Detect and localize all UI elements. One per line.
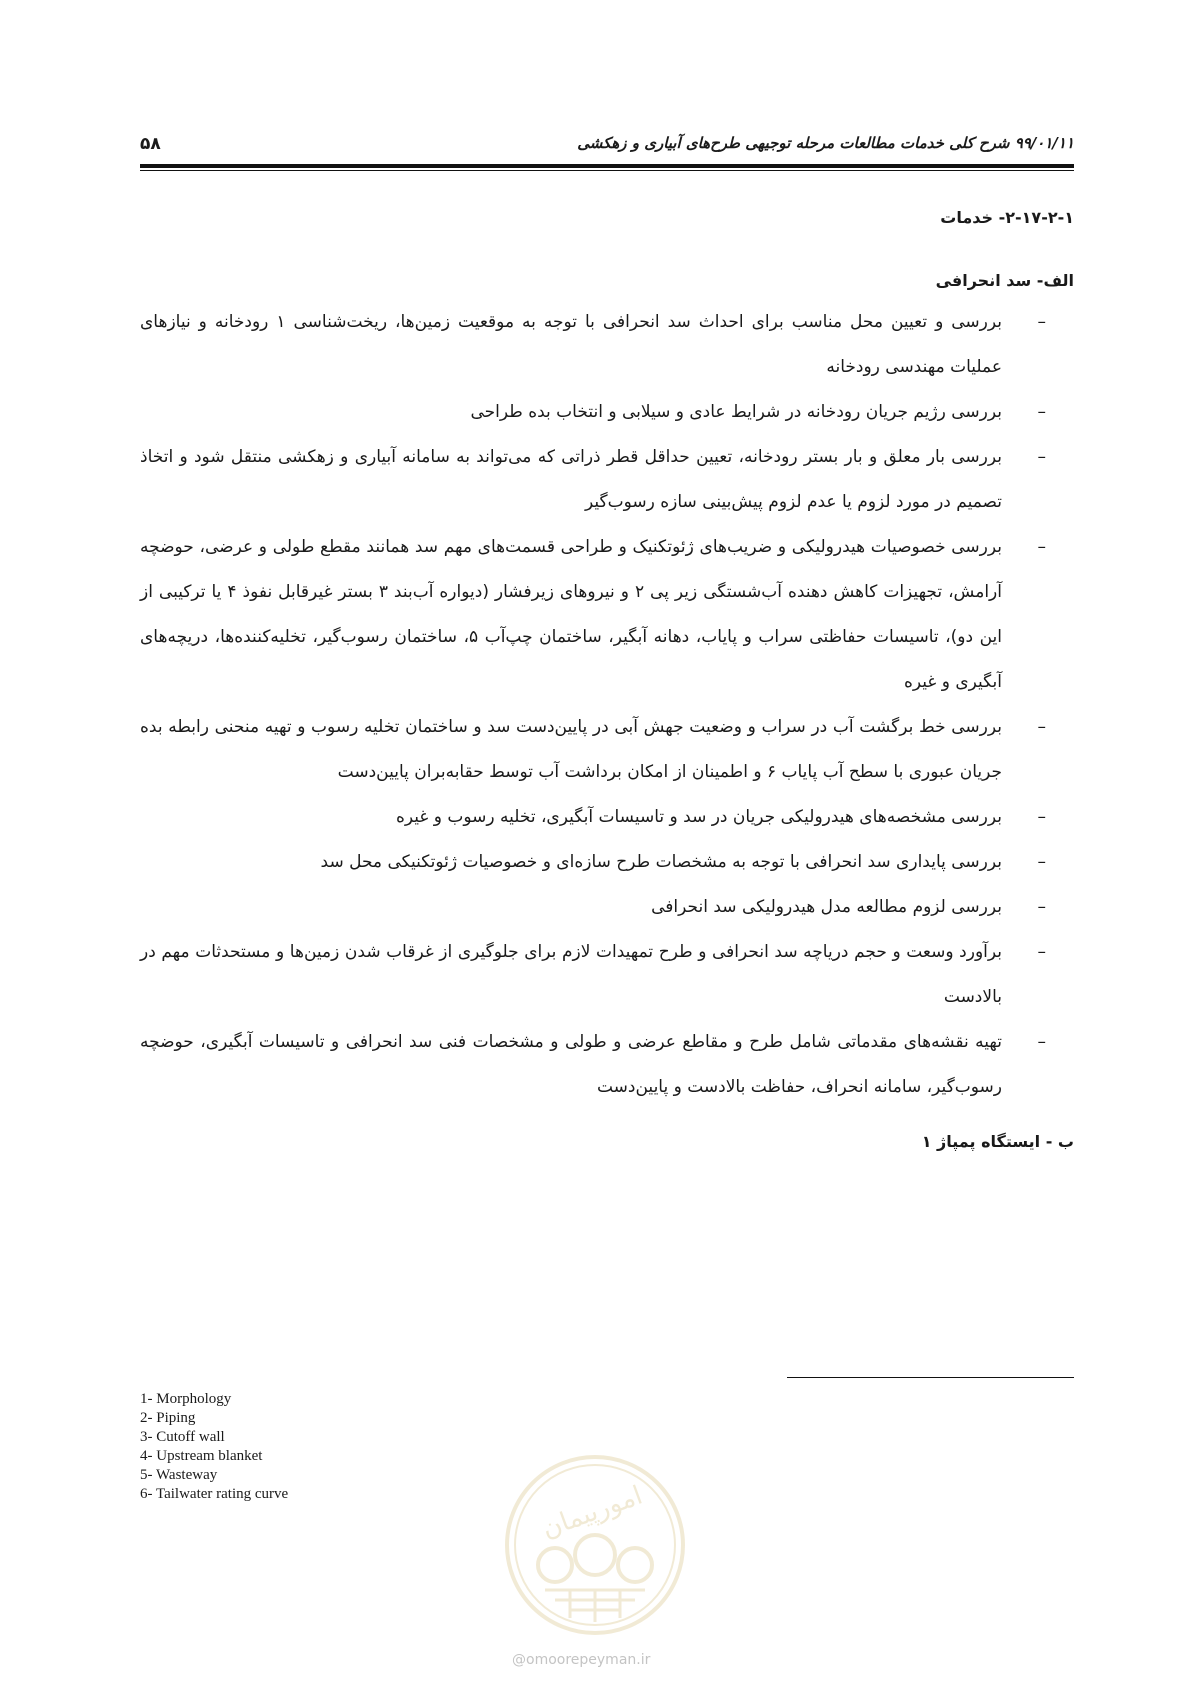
list-item — [140, 300, 1074, 390]
dash-icon: – — [1037, 537, 1046, 557]
list-item-text: بررسی بار معلق و بار بستر رودخانه، تعیین حداقل قطر ذراتی که می‌تواند به سامانه آبیاری و زهکشی منتقل شود و اتخاذ تصمیم در مورد لزوم یا عدم لزوم پیش‌بینی سازه رسوب‌گیر — [140, 447, 1002, 512]
footnote: 3- Cutoff wall — [140, 1429, 225, 1445]
list-item — [140, 1020, 1074, 1110]
header-rule-thin — [140, 170, 1074, 171]
dash-icon: – — [1037, 897, 1046, 917]
list-item-text: بررسی مشخصه‌های هیدرولیکی جریان در سد و تاسیسات آبگیری، تخلیه رسوب و غیره — [396, 807, 1002, 827]
list-item — [140, 930, 1074, 1020]
list-item-text: تهیه نقشه‌های مقدماتی شامل طرح و مقاطع عرضی و طولی و مشخصات فنی سد انحرافی و تاسیسات آبگیری، حوضچه رسوب‌گیر، سامانه انحراف، حفاظت بالادست و پایین‌دست — [140, 1032, 1002, 1097]
list-item — [140, 435, 1074, 525]
dash-icon: – — [1037, 807, 1046, 827]
footnote: 6- Tailwater rating curve — [140, 1486, 289, 1502]
dash-icon: – — [1037, 1032, 1046, 1052]
page-number: ۵۸ — [140, 134, 161, 154]
header-rule-thick — [140, 164, 1074, 168]
footnote: 1- Morphology — [140, 1391, 232, 1407]
footnote: 2- Piping — [140, 1410, 196, 1426]
list-item — [140, 795, 1074, 840]
footnote: 4- Upstream blanket — [140, 1448, 263, 1464]
bullet-list — [140, 300, 1074, 1110]
list-item-text: بررسی خط برگشت آب در سراب و وضعیت جهش آبی در پایین‌دست سد و ساختمان تخلیه رسوب و تهیه منحنی رابطه بده جریان عبوری با سطح آب پایاب ۶ و اطمینان از امکان برداشت آب توسط حقابه‌بران پایین‌دست — [140, 717, 1002, 782]
list-item-text: بررسی لزوم مطالعه مدل هیدرولیکی سد انحرافی — [651, 897, 1002, 917]
watermark-logo-icon — [500, 1450, 690, 1640]
dash-icon: – — [1037, 447, 1046, 467]
list-item — [140, 525, 1074, 705]
footnote-divider — [787, 1377, 1074, 1378]
dash-icon: – — [1037, 942, 1046, 962]
svg-text:امورپیمان: امورپیمان — [538, 1480, 647, 1545]
list-item — [140, 885, 1074, 930]
list-item-text: بررسی رژیم جریان رودخانه در شرایط عادی و سیلابی و انتخاب بده طراحی — [470, 402, 1002, 422]
list-item-text: برآورد وسعت و حجم دریاچه سد انحرافی و طرح تمهیدات لازم برای جلوگیری از غرقاب شدن زمین‌ها و مستحدثات مهم در بالادست — [140, 942, 1002, 1007]
list-item — [140, 840, 1074, 885]
footnotes — [140, 1390, 288, 1504]
dash-icon: – — [1037, 717, 1046, 737]
dash-icon: – — [1037, 852, 1046, 872]
footnote: 5- Wasteway — [140, 1467, 218, 1483]
section-heading: ۲-۱۷-۲-۱- خدمات — [940, 208, 1074, 227]
list-item — [140, 390, 1074, 435]
main-content — [140, 208, 1074, 1151]
list-item-text: بررسی و تعیین محل مناسب برای احداث سد انحرافی با توجه به موقعیت زمین‌ها، ریخت‌شناسی ۱ رودخانه و نیازهای عملیات مهندسی رودخانه — [140, 312, 1002, 377]
list-item-text: بررسی خصوصیات هیدرولیکی و ضریب‌های ژئوتکنیک و طراحی قسمت‌های مهم سد همانند مقطع طولی و عرضی، حوضچه آرامش، تجهیزات کاهش دهنده آب‌شستگی زیر پی ۲ و نیروهای زیرفشار (دیواره آب‌بند ۳ بستر غیرقابل نفوذ ۴ یا ترکیبی از این دو)، تاسیسات حفاظتی سراب و پایاب، دهانه آبگیر، ساختمان چپ‌آب ۵، ساختمان رسوب‌گیر، تخلیه‌کننده‌ها، دریچه‌های آبگیری و غیره — [140, 537, 1002, 692]
dash-icon: – — [1037, 402, 1046, 422]
list-item — [140, 705, 1074, 795]
watermark-text: @omoorepeyman.ir — [512, 1652, 651, 1668]
dash-icon: – — [1037, 312, 1046, 332]
list-item-text: بررسی پایداری سد انحرافی با توجه به مشخصات طرح سازه‌ای و خصوصیات ژئوتکنیکی محل سد — [320, 852, 1002, 872]
page-header — [140, 124, 1074, 164]
sub-heading-diversion-dam: الف- سد انحرافی — [935, 271, 1074, 290]
sub-heading-pump-station: ب - ایستگاه پمپاژ ۱ — [921, 1132, 1074, 1151]
header-title: ۹۹/۰۱/۱۱ شرح کلی خدمات مطالعات مرحله توجیهی طرح‌های آبیاری و زهکشی — [577, 134, 1074, 152]
